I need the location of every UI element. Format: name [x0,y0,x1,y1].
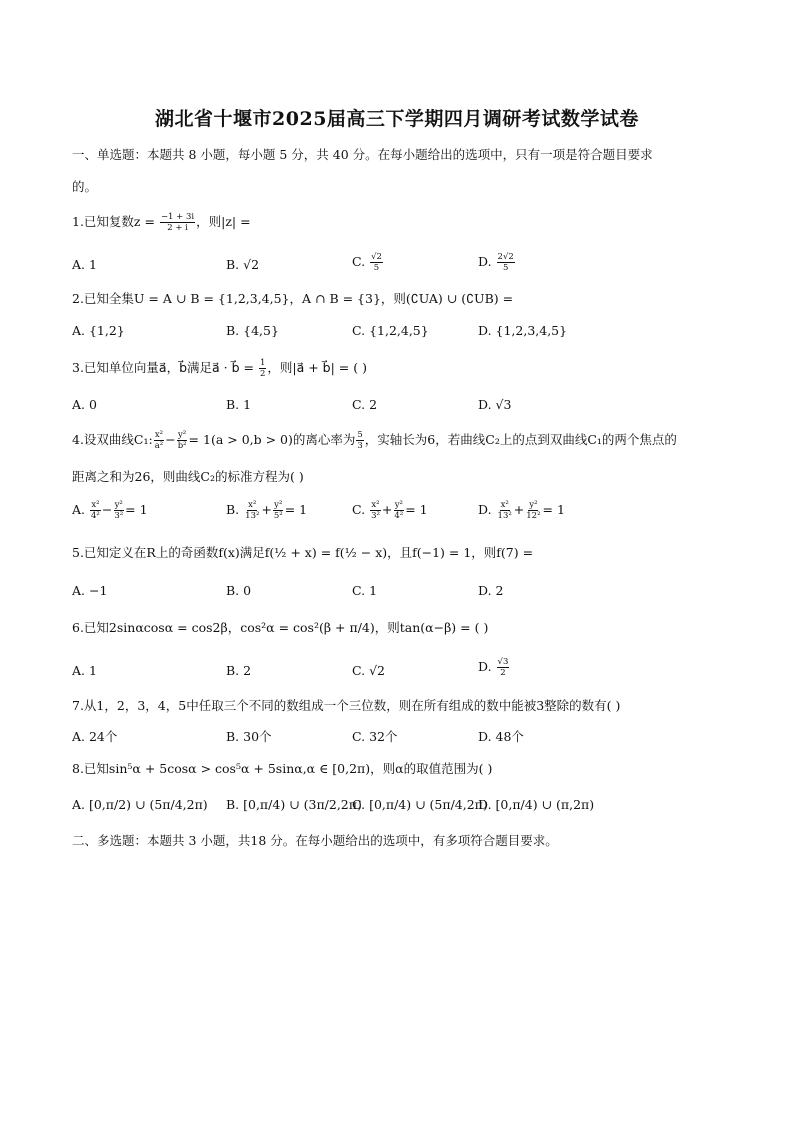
q8-option-b: B. [0,π/4) ∪ (3π/2,2π) [226,797,362,812]
q4-option-c: C. $\frac{\text{x²}}{\text{3²}}$ + $\frac{\text{y²}}{\text{4²}}$ = 1 [352,500,428,521]
page-title: 湖北省十堰市2025届高三下学期四月调研考试数学试卷 [155,108,639,130]
q5-option-c: C. 1 [352,583,378,598]
q7-option-c: C. 32个 [352,729,398,744]
q3-option-d: D. √3 [478,397,512,412]
question-2-stem: 2.已知全集U = A ∪ B = {1,2,3,4,5}，A ∩ B = {3}，则(∁UA) ∪ (∁UB) = [72,291,514,306]
q2-option-c: C. {1,2,4,5} [352,323,429,338]
q6-option-a: A. 1 [72,663,97,678]
section-1-instructions: 一、单选题：本题共 8 小题，每小题 5 分，共 40 分。在每小题给出的选项中，只有一项是符合题目要求 [72,147,653,162]
q5-option-d: D. 2 [478,583,504,598]
q6-option-c: C. √2 [352,663,385,678]
q3-option-b: B. 1 [226,397,252,412]
q4-option-a: A. $\frac{\text{x²}}{\text{4²}}$ − $\frac{\text{y²}}{\text{3²}}$ = 1 [72,500,148,521]
q2-option-b: B. {4,5} [226,323,279,338]
q8-option-c: C. [0,π/4) ∪ (5π/4,2π) [352,797,488,812]
q7-option-d: D. 48个 [478,729,524,744]
question-6-stem: 6.已知2sinαcosα = cos2β，cos²α = cos²(β + π/4)，则tan(α−β) = ( ) [72,620,489,635]
q8-option-d: D. [0,π/4) ∪ (π,2π) [478,797,595,812]
q7-option-a: A. 24个 [72,729,118,744]
question-7-stem: 7.从1，2，3，4，5中任取三个不同的数组成一个三位数，则在所有组成的数中能被3整除的数有( ) [72,698,621,713]
q1-option-b: B. √2 [226,257,260,272]
fraction: $\frac{-1 + 3i}{2 + i}$ [160,212,195,233]
section-1-instructions-cont: 的。 [72,179,98,194]
question-3-stem: 3.已知单位向量a⃗，b⃗满足a⃗ · b⃗ = $\frac{1}{2}$ ，则|a⃗ + b⃗| = ( ) [72,358,367,379]
q4-option-d: D. $\frac{\text{x²}}{\text{13²}}$ + $\frac{\text{y²}}{\text{12²}}$ = 1 [478,500,565,521]
q3-option-c: C. 2 [352,397,378,412]
q2-option-a: A. {1,2} [72,323,125,338]
q7-option-b: B. 30个 [226,729,272,744]
q5-option-b: B. 0 [226,583,252,598]
question-5-stem: 5.已知定义在R上的奇函数f(x)满足f(½ + x) = f(½ − x)，且f(−1) = 1，则f(7) = [72,545,534,560]
question-4-stem: 4.设双曲线C₁: $\frac{\text{x²}}{\text{a²}}$ − $\frac{\text{y²}}{\text{b²}}$ = 1(a > 0,b > 0)的离心率为 $\frac{5}{3}$ ，实轴长为6，若曲线C₂上的点到双曲线C₁的两个焦点的 [72,430,677,451]
q1-option-a: A. 1 [72,257,97,272]
question-4-stem-cont: 距离之和为26，则曲线C₂的标准方程为( ) [72,469,304,484]
q2-option-d: D. {1,2,3,4,5} [478,323,568,338]
q1-option-c: C. $\frac{√2}{5}$ [352,252,382,273]
question-8-stem: 8.已知sin⁵α + 5cosα > cos⁵α + 5sinα,α ∈ [0,2π)，则α的取值范围为( ) [72,761,493,776]
q1-option-d: D. $\frac{2√2}{5}$ [478,252,514,273]
q3-option-a: A. 0 [72,397,97,412]
q6-option-d: D. $\frac{√3}{2}$ [478,657,509,678]
section-2-instructions: 二、多选题：本题共 3 小题，共18 分。在每小题给出的选项中，有多项符合题目要求。 [72,833,558,848]
q8-option-a: A. [0,π/2) ∪ (5π/4,2π) [72,797,208,812]
q4-option-b: B. $\frac{\text{x²}}{\text{13²}}$ + $\frac{\text{y²}}{\text{5²}}$ = 1 [226,500,308,521]
question-1-stem: 1.已知复数z = $\frac{-1 + 3i}{2 + i}$ ，则|z| = [72,212,251,233]
q6-option-b: B. 2 [226,663,252,678]
q5-option-a: A. −1 [72,583,108,598]
